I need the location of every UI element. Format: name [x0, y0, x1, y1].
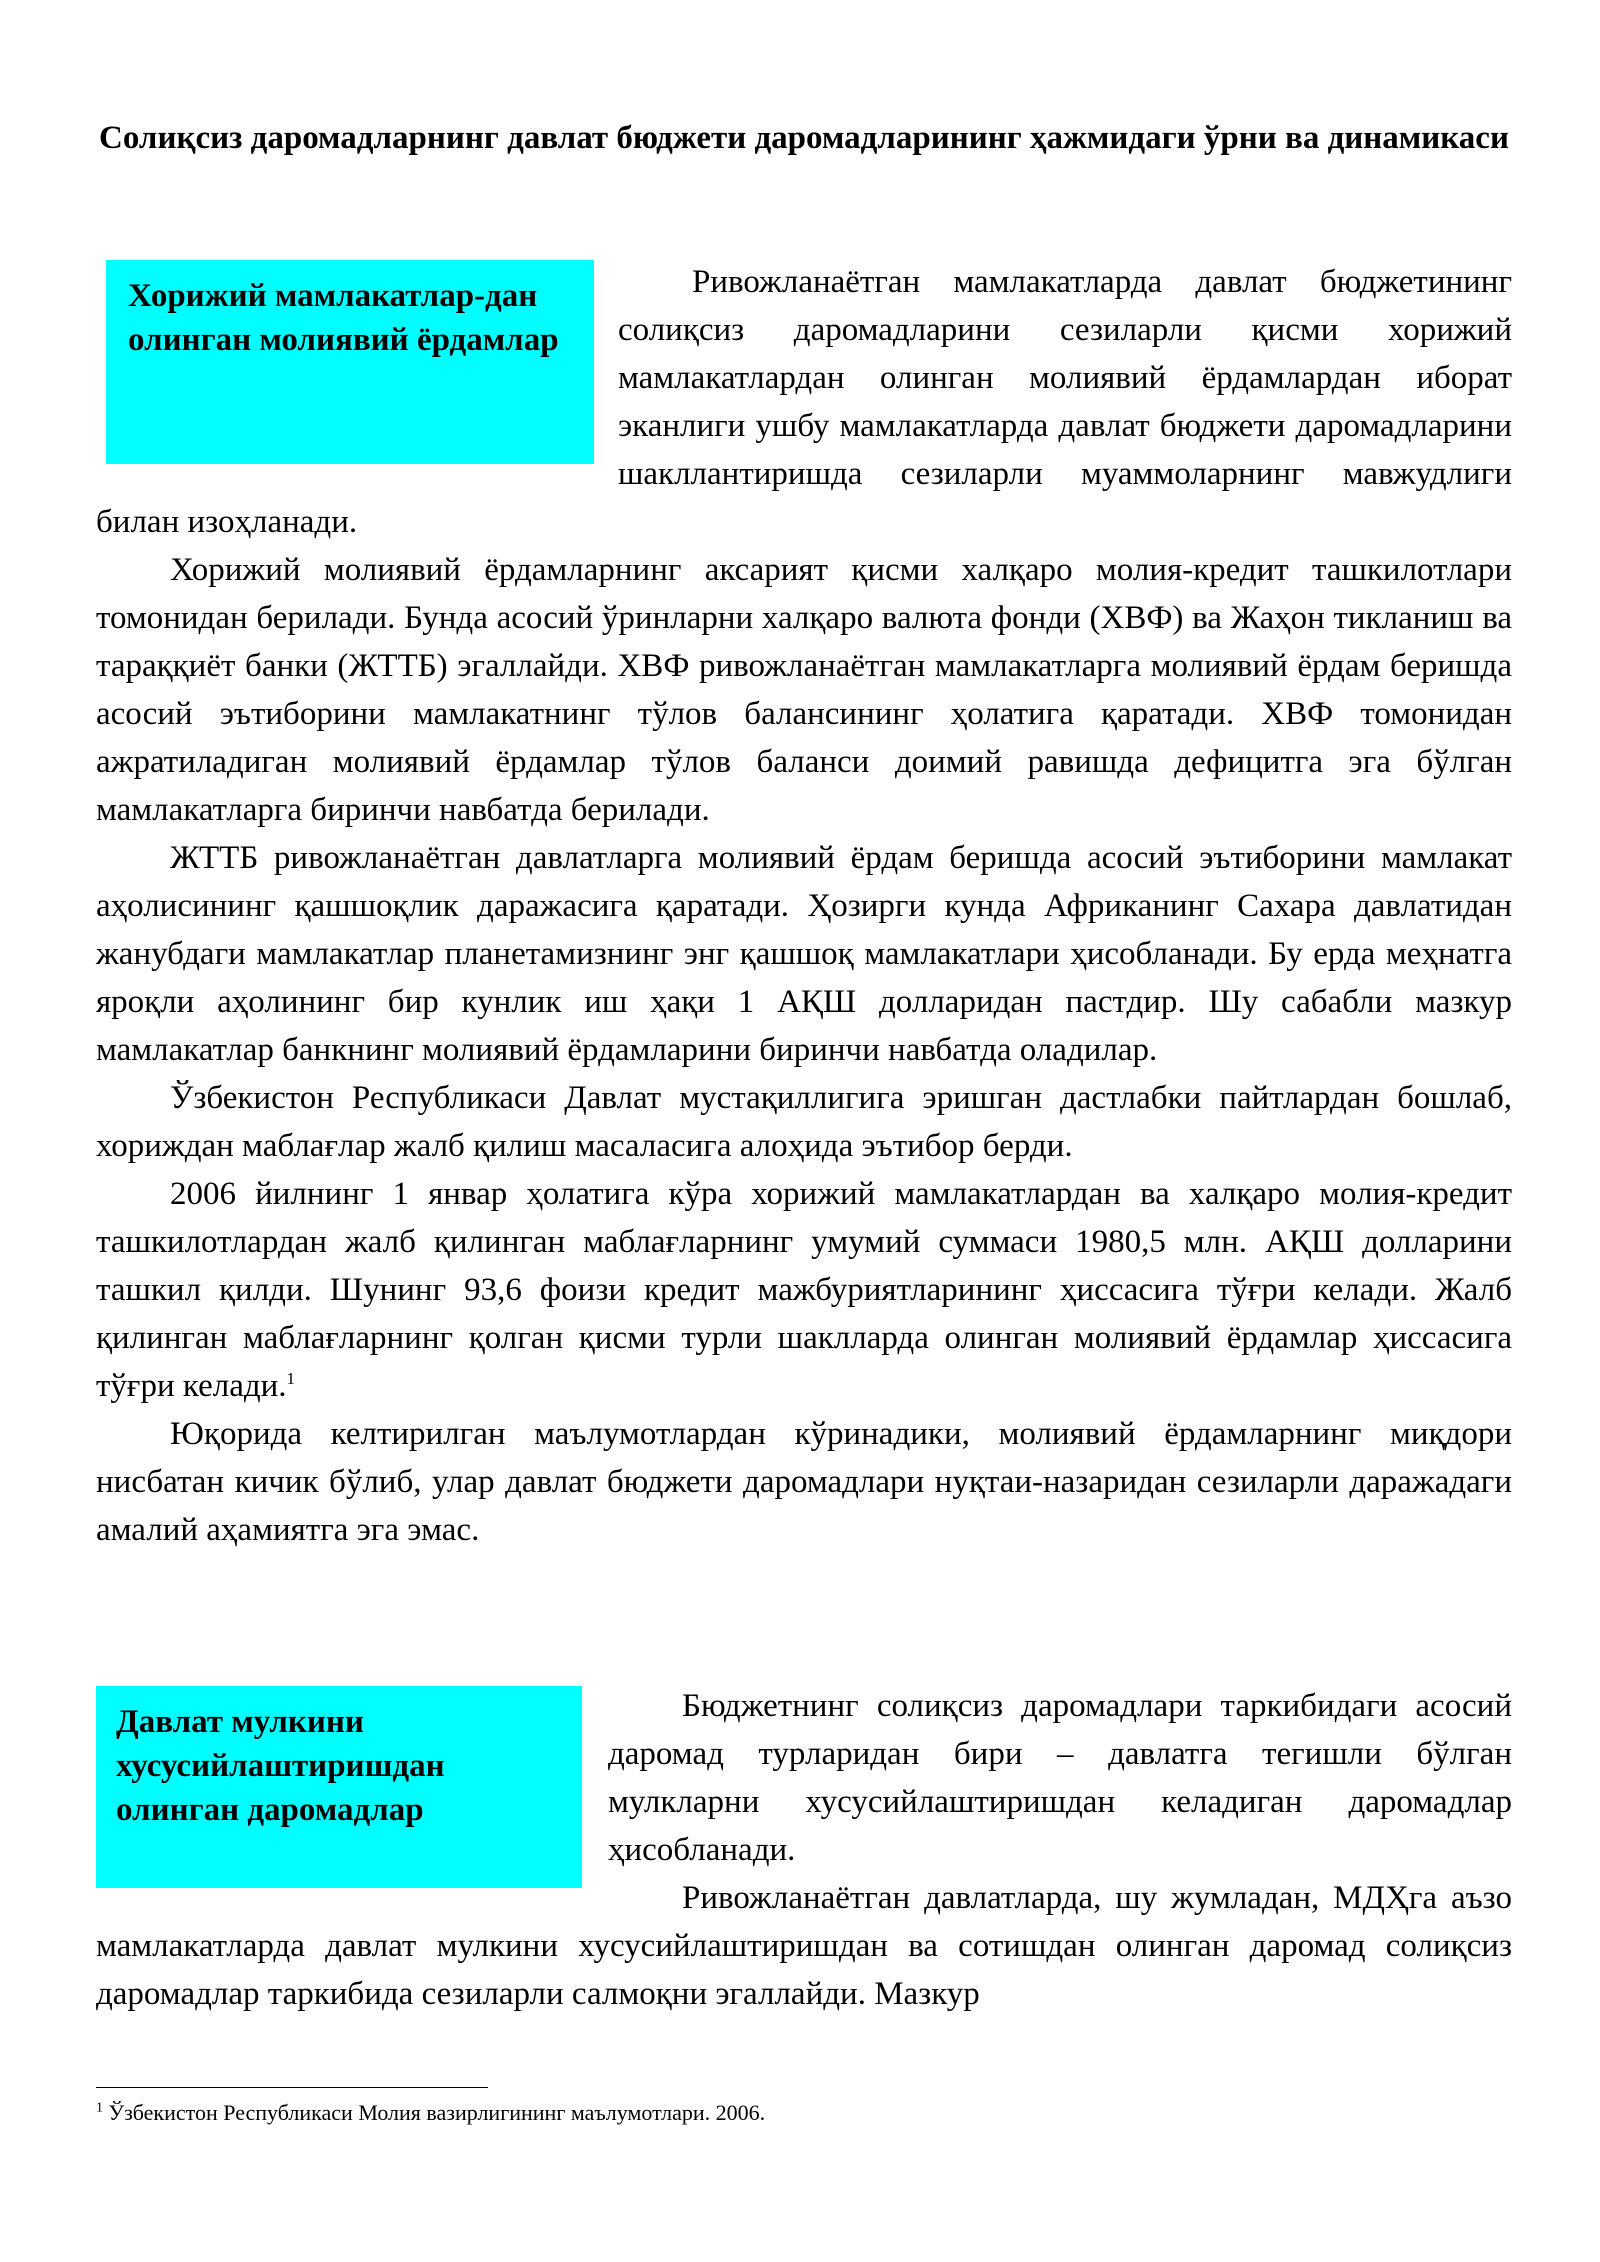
footnote-separator [96, 2087, 488, 2088]
paragraph: Ўзбекистон Республикаси Давлат мустақиллигига эришган дастлабки пайтлардан бошлаб, хориждан маблағлар жалб қилиш масаласига алоҳида эътибор берди. [96, 1080, 1512, 1164]
paragraph: ЖТТБ ривожланаётган давлатларга молиявий ёрдам беришда асосий эътиборини мамлакат аҳолисининг қашшоқлик даражасига қаратади. Ҳозирги кунда Африканинг Сахара давлатидан жанубдаги мамлакатлар планетамизнинг энг қашшоқ мамлакатлари ҳисобланади. Бу ерда меҳнатга яроқли аҳолининг бир кунлик иш ҳақи 1 АҚШ долларидан пастдир. Шу сабабли мазкур мамлакатлар банкнинг молиявий ёрдамларини биринчи навбатда оладилар. [96, 840, 1512, 1068]
page-title: Солиқсиз даромадларнинг давлат бюджети даромадларининг ҳажмидаги ўрни ва динамикаси [99, 120, 1509, 156]
section-foreign-aid [96, 258, 1512, 1554]
footnote-text: Ўзбекистон Республикаси Молия вазирлигининг маълумотлари. 2006. [108, 2100, 766, 2125]
paragraph-with-footnote [96, 1170, 1512, 1410]
paragraph: Юқорида келтирилган маълумотлардан кўринадики, молиявий ёрдамларнинг миқдори нисбатан кичик бўлиб, улар давлат бюджети даромадлари нуқтаи-назаридан сезиларли даражадаги амалий аҳамиятга эга эмас. [96, 1416, 1512, 1548]
paragraph: Ривожланаётган мамлакатларда давлат бюджетининг солиқсиз даромадларини сезиларли қисми хорижий мамлакатлардан олинган молиявий ёрдамлардан иборат эканлиги ушбу мамлакатларда давлат бюджети даромадларини шакллантиришда сезиларли муаммоларнинг мавжудлиги билан изоҳланади. [96, 264, 1512, 540]
paragraph-text: 2006 йилнинг 1 январ ҳолатига кўра хорижий мамлакатлардан ва халқаро молия-кредит ташкилотлардан жалб қилинган маблағларнинг умумий суммаси 1980,5 млн. АҚШ долларини ташкил қилди. Шунинг 93,6 фоизи кредит мажбуриятларининг ҳиссасига тўғри келади. Жалб қилинган маблағларнинг қолган қисми турли шаклларда олинган молиявий ёрдамлар ҳиссасига тўғри келади. [96, 1176, 1512, 1404]
footnote-reference: 1 [286, 1369, 296, 1388]
sidebar-heading-privatization: Давлат мулкини хусусийлаштиришдан олинган даромадлар [96, 1686, 582, 1888]
paragraph: Бюджетнинг солиқсиз даромадлари таркибидаги асосий даромад турларидан бири – давлатга тегишли бўлган мулкларни хусусийлаштиришдан келадиган даромадлар ҳисобланади. [608, 1688, 1512, 1868]
paragraph: Ривожланаётган давлатларда, шу жумладан, МДҲга аъзо мамлакатларда давлат мулкини хусусийлаштиришдан ва сотишдан олинган даромад солиқсиз даромадлар таркибида сезиларли салмоқни эгаллайди. Мазкур [96, 1880, 1512, 2012]
sidebar-heading-foreign-aid: Хорижий мамлакатлар-дан олинган молиявий ёрдамлар [106, 260, 594, 464]
footnote-number: 1 [96, 2100, 103, 2116]
section-privatization [96, 1682, 1512, 2018]
footnote [96, 2098, 1512, 2128]
paragraph: Хорижий молиявий ёрдамларнинг аксарият қисми халқаро молия-кредит ташкилотлари томонидан берилади. Бунда асосий ўринларни халқаро валюта фонди (ХВФ) ва Жаҳон тикланиш ва тараққиёт банки (ЖТТБ) эгаллайди. ХВФ ривожланаётган мамлакатларга молиявий ёрдам беришда асосий эътиборини мамлакатнинг тўлов балансининг ҳолатига қаратади. ХВФ томонидан ажратиладиган молиявий ёрдамлар тўлов баланси доимий равишда дефицитга эга бўлган мамлакатларга биринчи навбатда берилади. [96, 552, 1512, 828]
